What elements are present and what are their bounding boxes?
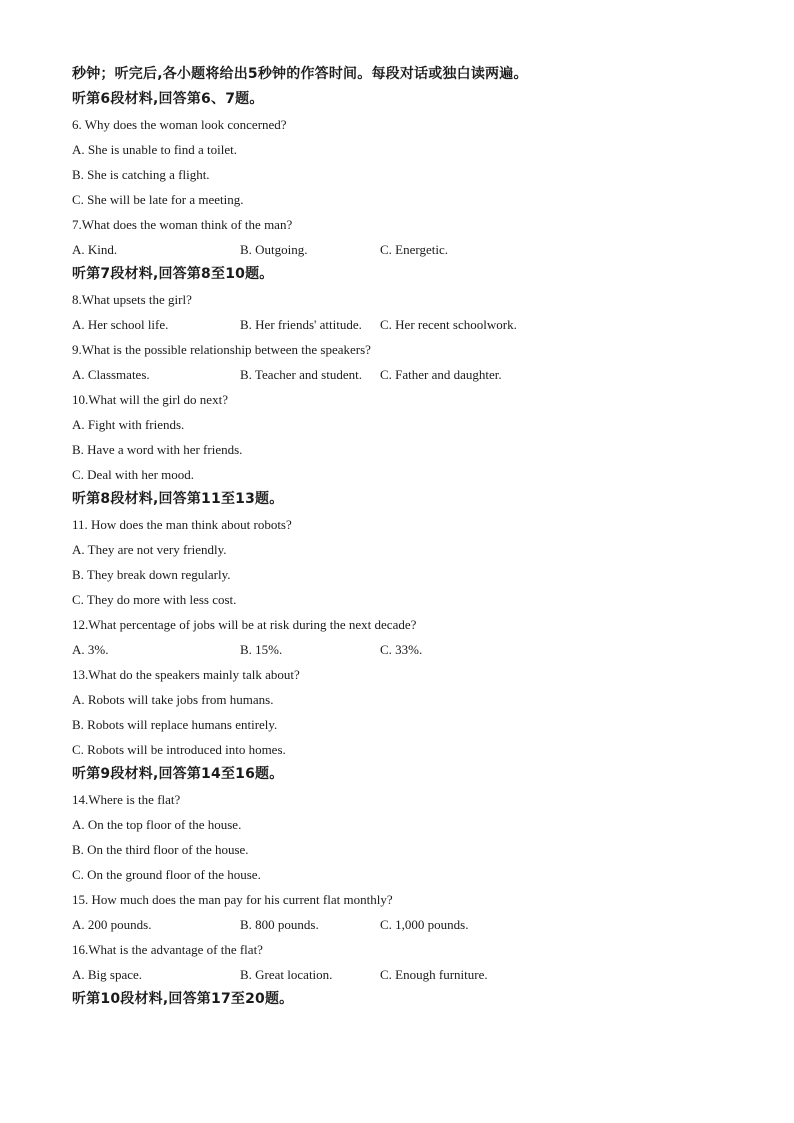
exam-page [72,62,752,1012]
section-heading: 听第10段材料,回答第17至20题。 [72,991,294,1007]
answer-option: A. Classmates. [72,367,150,382]
answer-option: B. 800 pounds. [240,917,319,932]
answer-option: B. Great location. [240,967,333,982]
answer-option: C. They do more with less cost. [72,592,237,607]
section-heading: 听第9段材料,回答第14至16题。 [72,766,284,782]
answer-option: B. She is catching a flight. [72,167,210,182]
answer-option: A. Big space. [72,967,143,982]
question-sections [72,87,752,1012]
section-heading: 听第7段材料,回答第8至10题。 [72,266,274,282]
answer-option: A. Fight with friends. [72,417,185,432]
question-text: 14.Where is the flat? [72,792,181,807]
question-text: 6. Why does the woman look concerned? [72,117,287,132]
answer-option: B. Robots will replace humans entirely. [72,717,278,732]
options-row [72,962,752,987]
question-text: 15. How much does the man pay for his current flat monthly? [72,892,393,907]
answer-option: A. Her school life. [72,317,169,332]
answer-option: A. Robots will take jobs from humans. [72,692,274,707]
question-text: 10.What will the girl do next? [72,392,228,407]
options-row [72,912,752,937]
options-row [72,237,752,262]
answer-option: B. Outgoing. [240,242,308,257]
answer-option: B. They break down regularly. [72,567,231,582]
answer-option: C. On the ground floor of the house. [72,867,261,882]
answer-option: B. Teacher and student. [240,367,362,382]
answer-option: C. Deal with her mood. [72,467,195,482]
answer-option: A. She is unable to find a toilet. [72,142,238,157]
answer-option: A. On the top floor of the house. [72,817,242,832]
options-row [72,312,752,337]
answer-option: C. Father and daughter. [380,367,502,382]
answer-option: C. Enough furniture. [380,967,488,982]
options-row [72,362,752,387]
answer-option: C. Robots will be introduced into homes. [72,742,286,757]
answer-option: A. Kind. [72,242,118,257]
answer-option: C. 33%. [380,642,423,657]
answer-option: B. On the third floor of the house. [72,842,249,857]
question-text: 7.What does the woman think of the man? [72,217,293,232]
answer-option: A. They are not very friendly. [72,542,227,557]
question-text: 16.What is the advantage of the flat? [72,942,263,957]
section-heading: 听第8段材料,回答第11至13题。 [72,491,284,507]
answer-option: C. 1,000 pounds. [380,917,469,932]
answer-option: A. 200 pounds. [72,917,152,932]
answer-option: C. Her recent schoolwork. [380,317,517,332]
question-text: 9.What is the possible relationship between the speakers? [72,342,371,357]
question-text: 11. How does the man think about robots? [72,517,292,532]
question-text: 12.What percentage of jobs will be at risk during the next decade? [72,617,417,632]
answer-option: B. 15%. [240,642,283,657]
answer-option: C. Energetic. [380,242,448,257]
answer-option: A. 3%. [72,642,109,657]
instructions-text: 秒钟；听完后,各小题将给出5秒钟的作答时间。每段对话或独白读两遍。 [72,66,528,82]
options-row [72,637,752,662]
answer-option: C. She will be late for a meeting. [72,192,244,207]
answer-option: B. Her friends' attitude. [240,317,362,332]
question-text: 8.What upsets the girl? [72,292,192,307]
question-text: 13.What do the speakers mainly talk about? [72,667,300,682]
answer-option: B. Have a word with her friends. [72,442,243,457]
section-heading: 听第6段材料,回答第6、7题。 [72,91,264,107]
